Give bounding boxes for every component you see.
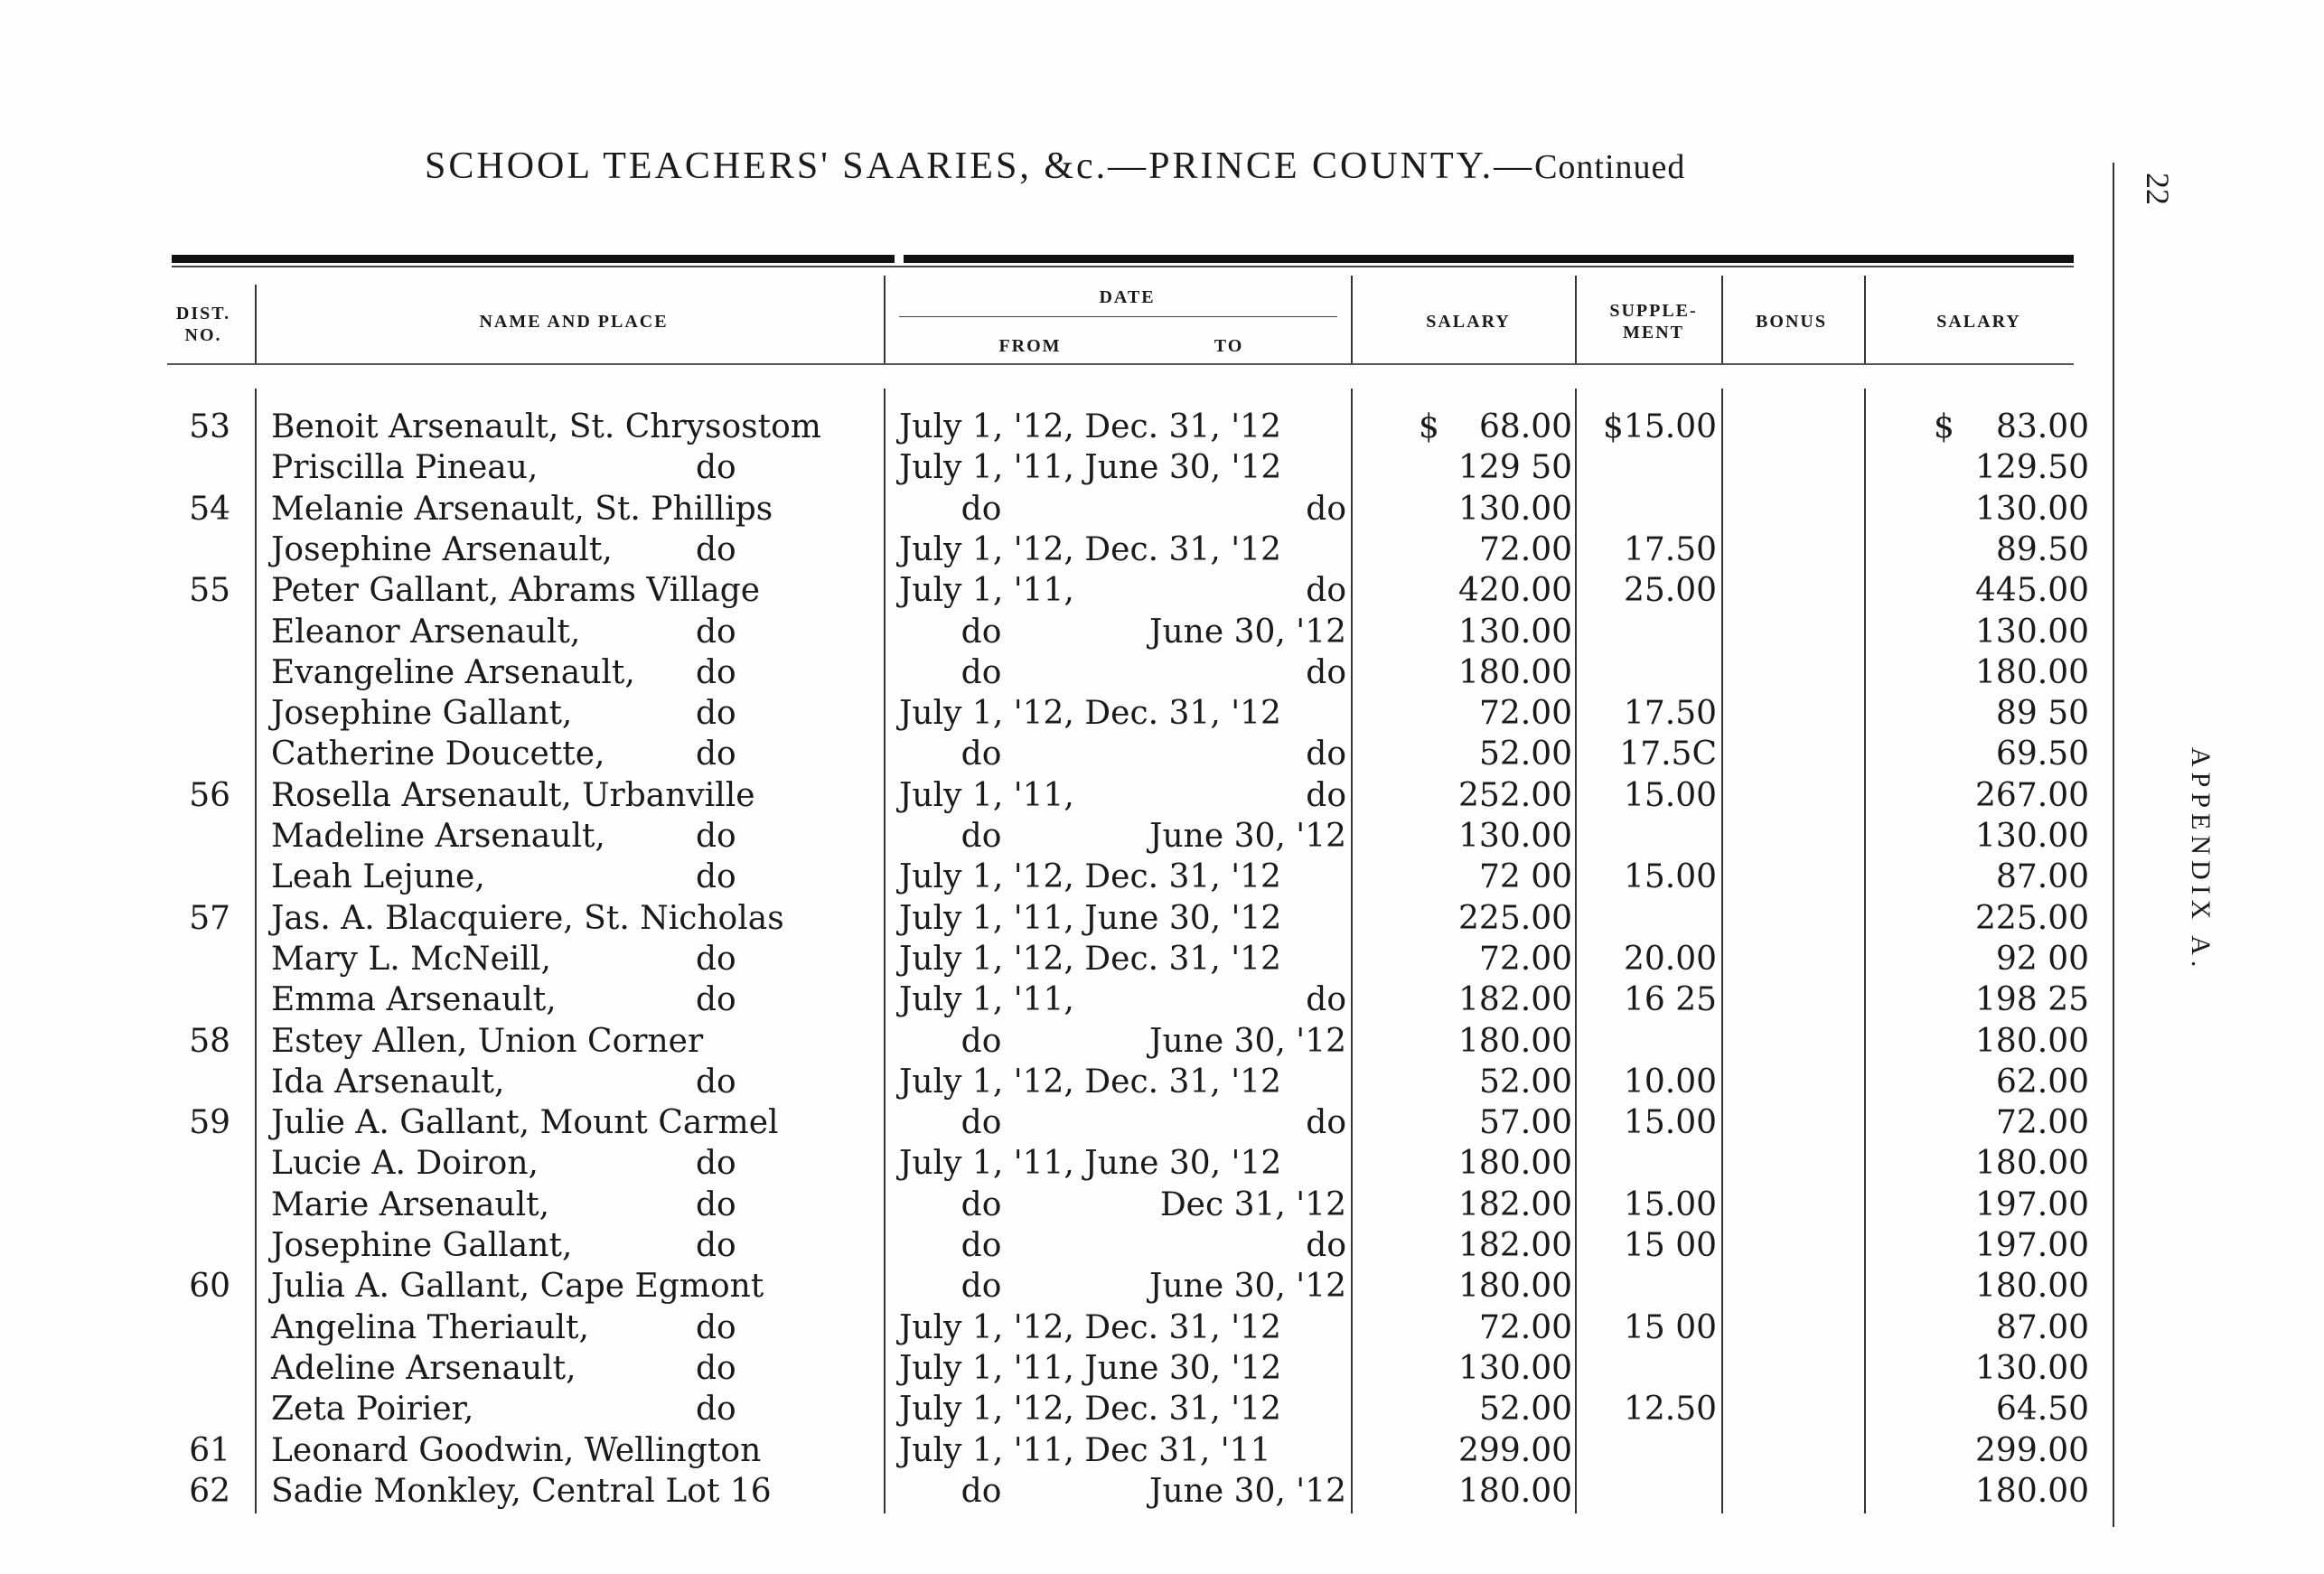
- cell-from: July 1, '12, Dec. 31, '12: [899, 858, 1281, 896]
- col-header-date: DATE: [1099, 287, 1156, 307]
- cell-dist: 56: [189, 776, 230, 814]
- cell-name: Jas. A. Blacquiere, St. Nicholas: [271, 899, 784, 937]
- cell-from: July 1, '11,: [899, 981, 1074, 1019]
- cell-place: do: [696, 1145, 736, 1183]
- cell-from: do: [899, 1227, 1002, 1264]
- col-divider: [1721, 276, 1723, 364]
- cell-from: July 1, '12, Dec. 31, '12: [899, 1308, 1281, 1346]
- title-continued: Continued: [1534, 148, 1686, 186]
- cell-name: Josephine Gallant,: [271, 1227, 573, 1264]
- cell-name: Catherine Doucette,: [271, 735, 605, 773]
- cell-dist: 57: [189, 899, 230, 937]
- col-divider: [1351, 276, 1353, 364]
- cell-name: Adeline Arsenault,: [271, 1349, 576, 1387]
- table-row: Leah Lejune, do July 1, '12, Dec. 31, '12 72 00 15.00 87.00: [271, 858, 2089, 896]
- cell-name: Lucie A. Doiron,: [271, 1145, 539, 1183]
- col-header-name: NAME AND PLACE: [479, 312, 669, 332]
- col-divider: [1575, 276, 1577, 364]
- cell-name: Mary L. McNeill,: [271, 940, 551, 978]
- header-rule-left: [172, 255, 895, 263]
- cell-name: Melanie Arsenault, St. Phillips: [271, 490, 773, 528]
- cell-place: do: [696, 695, 736, 733]
- table-row: 59 Julie A. Gallant, Mount Carmel do do 57.00 15.00 72.00: [0, 1104, 2169, 1145]
- cell-name: Rosella Arsenault, Urbanville: [271, 776, 755, 814]
- cell-place: do: [696, 858, 736, 896]
- table-row: Evangeline Arsenault, do do do 180.00 180.00: [271, 653, 2089, 691]
- table-row: Catherine Doucette, do do do 52.00 17.5C 69.50: [271, 735, 2089, 773]
- cell-name: Leonard Goodwin, Wellington: [271, 1431, 762, 1469]
- col-header-dist: DIST. NO.: [175, 304, 231, 345]
- cell-name: Zeta Poirier,: [271, 1391, 474, 1429]
- cell-name: Marie Arsenault,: [271, 1185, 550, 1223]
- cell-from: July 1, '11,: [899, 776, 1074, 814]
- cell-salary-prefix: $: [1419, 408, 1439, 445]
- col-divider: [1864, 276, 1866, 364]
- cell-place: do: [696, 613, 736, 651]
- cell-from: July 1, '12, Dec. 31, '12: [899, 695, 1281, 733]
- cell-place: do: [696, 653, 736, 691]
- table-row: Josephine Gallant, do do do 182.00 15 00 197.00: [271, 1227, 2089, 1264]
- cell-name: Sadie Monkley, Central Lot 16: [271, 1472, 772, 1510]
- table-row: Ida Arsenault, do July 1, '12, Dec. 31, '12 52.00 10.00 62.00: [271, 1063, 2089, 1101]
- cell-from: July 1, '11,: [899, 572, 1074, 610]
- header-rule-right: [904, 255, 2074, 263]
- table-row: Adeline Arsenault, do July 1, '11, June 30, '12 130.00 130.00: [271, 1349, 2089, 1387]
- cell-dist: 59: [189, 1104, 230, 1142]
- header-rule-thin: [172, 266, 2074, 267]
- title-main: SCHOOL TEACHERS' SAARIES, &c.—PRINCE COUNTY.—: [425, 145, 1535, 187]
- cell-place: do: [696, 1185, 736, 1223]
- cell-name: Josephine Arsenault,: [271, 530, 613, 568]
- appendix-label: APPENDIX A.: [2186, 747, 2216, 973]
- cell-from: July 1, '12, Dec. 31, '12: [899, 940, 1281, 978]
- table-row: Marie Arsenault, do do Dec 31, '12 182.00 15.00 197.00: [271, 1185, 2089, 1223]
- cell-name: Estey Allen, Union Corner: [271, 1022, 704, 1060]
- col-header-supplement: SUPPLE-MENT: [1609, 301, 1698, 342]
- cell-from: do: [899, 1104, 1002, 1142]
- cell-dist: 60: [189, 1268, 230, 1306]
- cell-name: Peter Gallant, Abrams Village: [271, 572, 761, 610]
- cell-name: Madeline Arsenault,: [271, 818, 605, 855]
- cell-from: do: [899, 735, 1002, 773]
- table-row: 57 Jas. A. Blacquiere, St. Nicholas July 1, '11, June 30, '12 225.00 225.00: [0, 900, 2169, 941]
- cell-from: July 1, '12, Dec. 31, '12: [899, 530, 1281, 568]
- cell-name: Angelina Theriault,: [271, 1308, 589, 1346]
- table-row: Zeta Poirier, do July 1, '12, Dec. 31, '12 52.00 12.50 64.50: [271, 1391, 2089, 1429]
- table-row: 54 Melanie Arsenault, St. Phillips do do 130.00 130.00: [0, 491, 2169, 531]
- cell-name: Evangeline Arsenault,: [271, 653, 635, 691]
- table-row: 60 Julia A. Gallant, Cape Egmont do June 30, '12 180.00 180.00: [0, 1268, 2169, 1308]
- table-row: Emma Arsenault, do July 1, '11, do 182.00 16 25 198 25: [271, 981, 2089, 1019]
- cell-from: July 1, '11, June 30, '12: [899, 1145, 1282, 1183]
- cell-from: do: [899, 1268, 1002, 1306]
- cell-from: do: [899, 1472, 1002, 1510]
- table-row: Mary L. McNeill, do July 1, '12, Dec. 31, '12 72.00 20.00 92 00: [271, 940, 2089, 978]
- cell-from: July 1, '12, Dec. 31, '12: [899, 1063, 1281, 1101]
- col-header-salary: SALARY: [1426, 312, 1511, 332]
- cell-place: do: [696, 1349, 736, 1387]
- cell-place: do: [696, 1308, 736, 1346]
- cell-total-prefix: $: [1934, 408, 1954, 445]
- cell-name: Leah Lejune,: [271, 858, 485, 896]
- cell-dist: 61: [189, 1431, 230, 1469]
- cell-place: do: [696, 1063, 736, 1101]
- cell-dist: 53: [189, 408, 230, 445]
- cell-from: July 1, '12, Dec. 31, '12: [899, 1391, 1281, 1429]
- cell-name: Eleanor Arsenault,: [271, 613, 581, 651]
- cell-from: July 1, '12, Dec. 31, '12: [899, 408, 1281, 445]
- cell-dist: 54: [189, 490, 230, 528]
- table-row: Priscilla Pineau, do July 1, '11, June 30, '12 129 50 129.50: [271, 449, 2089, 487]
- cell-place: do: [696, 1227, 736, 1264]
- cell-from: July 1, '11, June 30, '12: [899, 899, 1282, 937]
- cell-place: do: [696, 981, 736, 1019]
- cell-name: Josephine Gallant,: [271, 695, 573, 733]
- table-row: 58 Estey Allen, Union Corner do June 30, '12 180.00 180.00: [0, 1023, 2169, 1063]
- cell-from: July 1, '11, June 30, '12: [899, 449, 1282, 487]
- col-header-total-salary: SALARY: [1936, 312, 2021, 332]
- cell-dist: 55: [189, 572, 230, 610]
- col-header-bonus: BONUS: [1756, 312, 1827, 332]
- cell-place: do: [696, 940, 736, 978]
- cell-place: do: [696, 818, 736, 855]
- cell-name: Priscilla Pineau,: [271, 449, 539, 487]
- cell-from: do: [899, 653, 1002, 691]
- cell-name: Ida Arsenault,: [271, 1063, 505, 1101]
- cell-from: July 1, '11, June 30, '12: [899, 1349, 1282, 1387]
- page-title: [425, 145, 1834, 188]
- table-row: 55 Peter Gallant, Abrams Village July 1, '11, do 420.00 25.00 445.00: [0, 572, 2169, 613]
- cell-place: do: [696, 449, 736, 487]
- cell-from: July 1, '11, Dec 31, '11: [899, 1431, 1271, 1469]
- col-header-to: TO: [1214, 336, 1244, 356]
- cell-place: do: [696, 530, 736, 568]
- cell-name: Julie A. Gallant, Mount Carmel: [271, 1104, 779, 1142]
- table-row: Angelina Theriault, do July 1, '12, Dec. 31, '12 72.00 15 00 87.00: [271, 1308, 2089, 1346]
- cell-from: do: [899, 490, 1002, 528]
- cell-dist: 62: [189, 1472, 230, 1510]
- col-divider: [255, 285, 257, 364]
- cell-from: do: [899, 818, 1002, 855]
- cell-name: Benoit Arsenault, St. Chrysostom: [271, 408, 821, 445]
- cell-place: do: [696, 1391, 736, 1429]
- table-row: Madeline Arsenault, do do June 30, '12 130.00 130.00: [271, 818, 2089, 855]
- cell-from: do: [899, 613, 1002, 651]
- date-divider: [899, 316, 1337, 317]
- table-row: 56 Rosella Arsenault, Urbanville July 1, '11, do 252.00 15.00 267.00: [0, 777, 2169, 818]
- table-row: Eleanor Arsenault, do do June 30, '12 130.00 130.00: [271, 613, 2089, 651]
- col-header-from: FROM: [998, 336, 1062, 356]
- cell-from: do: [899, 1022, 1002, 1060]
- cell-place: do: [696, 735, 736, 773]
- page-number: 22: [2140, 173, 2176, 205]
- table-row: Josephine Arsenault, do July 1, '12, Dec. 31, '12 72.00 17.50 89.50: [271, 530, 2089, 568]
- cell-from: do: [899, 1185, 1002, 1223]
- cell-name: Julia A. Gallant, Cape Egmont: [271, 1268, 764, 1306]
- col-divider: [884, 276, 886, 364]
- header-bottom-rule: [167, 363, 2074, 365]
- cell-dist: 58: [189, 1022, 230, 1060]
- cell-name: Emma Arsenault,: [271, 981, 557, 1019]
- table-row: 61 Leonard Goodwin, Wellington July 1, '11, Dec 31, '11 299.00 299.00: [0, 1432, 2169, 1473]
- table-row: Josephine Gallant, do July 1, '12, Dec. 31, '12 72.00 17.50 89 50: [271, 695, 2089, 733]
- table-row: Lucie A. Doiron, do July 1, '11, June 30, '12 180.00 180.00: [271, 1145, 2089, 1183]
- table-row: 53 Benoit Arsenault, St. Chrysostom July 1, '12, Dec. 31, '12 $ 68.00 $15.00 $ 83.00: [0, 408, 2169, 449]
- table-row: 62 Sadie Monkley, Central Lot 16 do June 30, '12 180.00 180.00: [0, 1473, 2169, 1513]
